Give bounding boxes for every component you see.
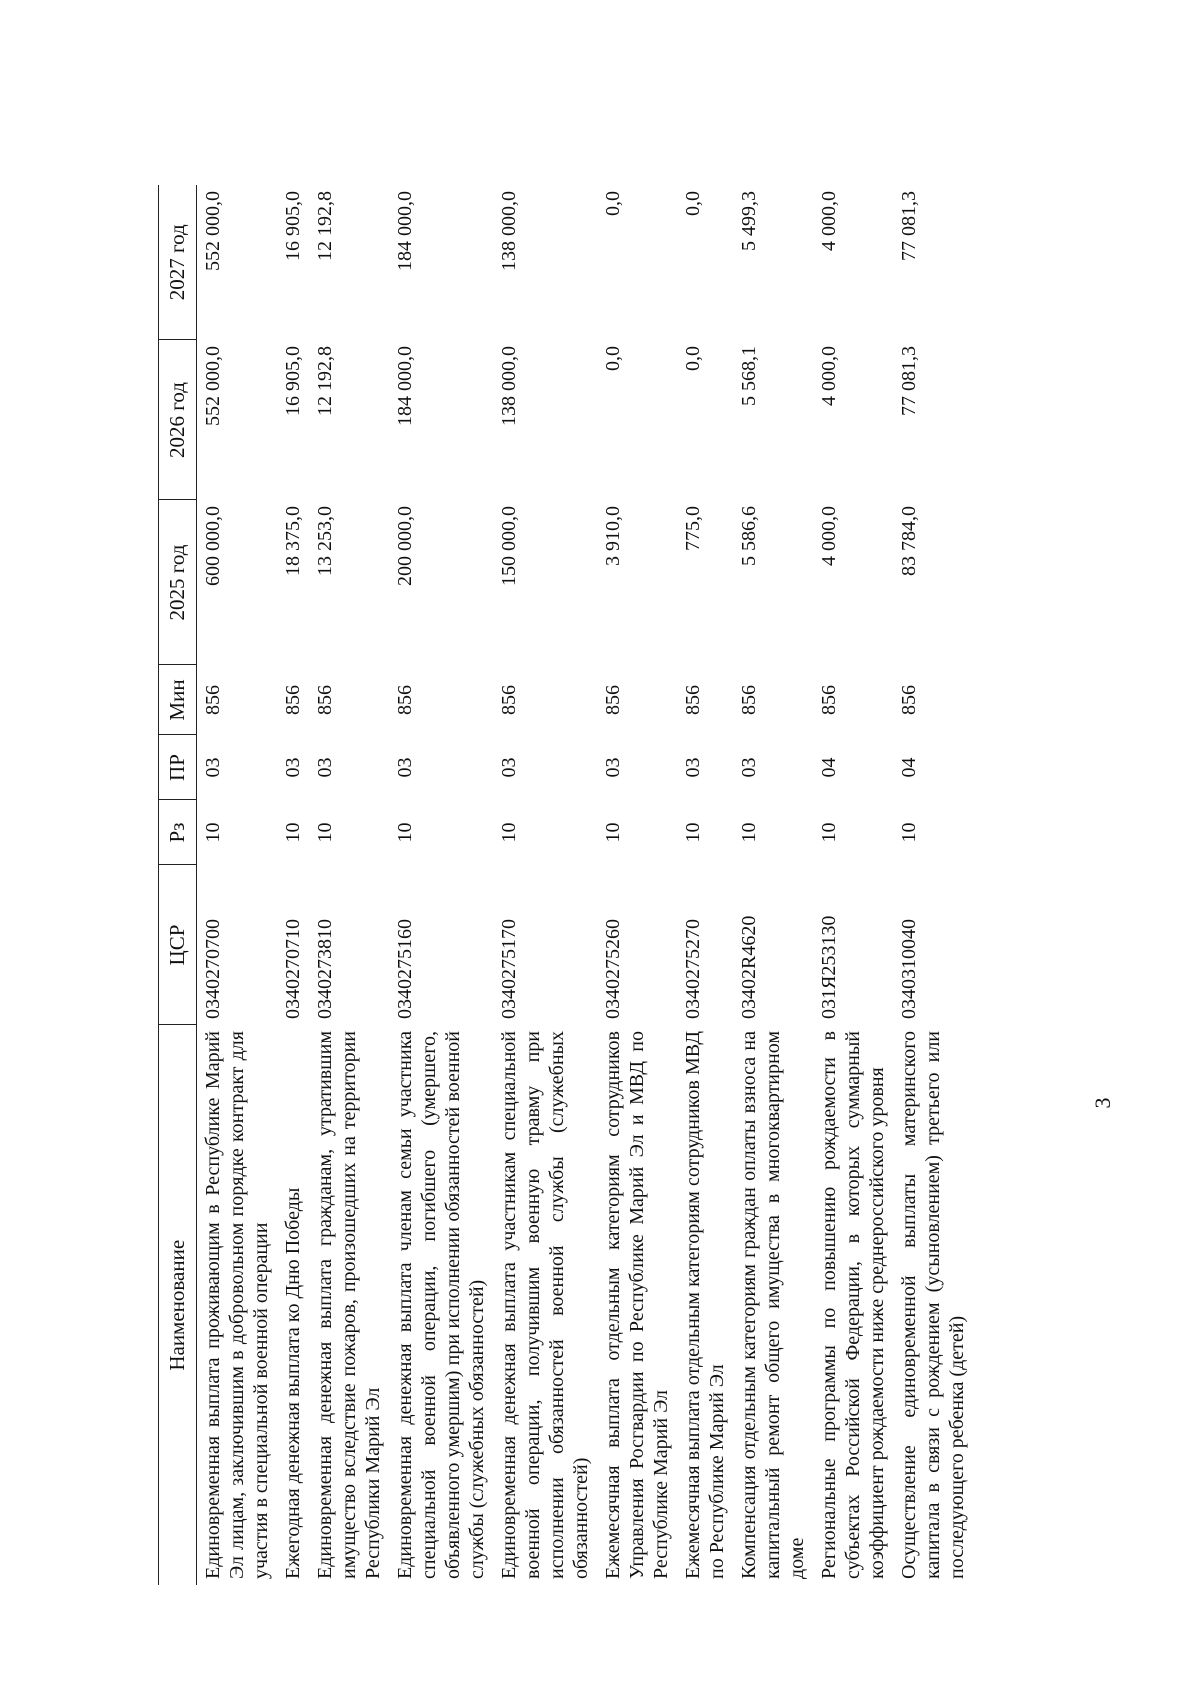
cell-pr-value: 03 <box>282 757 305 778</box>
cell-name: Осуществление единовременной выплаты материнского капитала в связи с рождением (усыновлением) третьего или последующего ребенка (детей) <box>898 1031 969 1579</box>
cell-2027-value: 77 081,3 <box>898 191 921 261</box>
cell-min-value: 856 <box>394 685 417 715</box>
cell-csr <box>197 865 278 1025</box>
cell-pr-value: 04 <box>818 757 841 778</box>
cell-pr-value: 03 <box>602 757 625 778</box>
cell-min <box>309 665 389 735</box>
cell-csr <box>389 865 493 1025</box>
cell-2026-value: 138 000,0 <box>498 346 521 426</box>
cell-min-value: 856 <box>282 685 305 715</box>
cell-min <box>597 665 677 735</box>
cell-rz <box>389 800 493 865</box>
cell-2025-value: 13 253,0 <box>314 506 337 576</box>
cell-pr <box>197 735 278 800</box>
header-2025: 2025 год <box>159 500 197 665</box>
cell-csr <box>493 865 597 1025</box>
cell-2025 <box>493 500 597 665</box>
cell-csr-value: 03402R4620 <box>738 915 761 1019</box>
cell-rz-value: 10 <box>682 822 705 843</box>
cell-pr <box>677 735 733 800</box>
cell-rz-value: 10 <box>898 822 921 843</box>
cell-2027-value: 4 000,0 <box>818 191 841 251</box>
cell-name: Ежемесячная выплата отдельным категориям сотрудников Управления Росгвардии по Республике Марий Эл и МВД по Республике Марий Эл <box>602 1031 673 1579</box>
header-min: Мин <box>159 665 197 735</box>
cell-2026 <box>813 340 893 500</box>
cell-rz-value: 10 <box>498 822 521 843</box>
cell-2026-value: 5 568,1 <box>738 346 761 406</box>
cell-2026-value: 16 905,0 <box>282 346 305 416</box>
cell-csr <box>277 865 309 1025</box>
cell-name: Ежемесячная выплата отдельным категориям сотрудников МВД по Республике Марий Эл <box>682 1031 729 1579</box>
table-row <box>493 185 597 1585</box>
cell-2027-value: 12 192,8 <box>314 191 337 261</box>
table-row <box>813 185 893 1585</box>
cell-rz <box>733 800 813 865</box>
cell-2025 <box>733 500 813 665</box>
cell-pr <box>893 735 987 800</box>
table-header-row <box>159 185 197 1585</box>
cell-name: Региональные программы по повышению рождаемости в субъектах Российской Федерации, в которых суммарный коэффициент рождаемости ниже среднероссийского уровня <box>818 1031 889 1579</box>
cell-min <box>677 665 733 735</box>
cell-2026-value: 77 081,3 <box>898 346 921 416</box>
cell-2025 <box>597 500 677 665</box>
cell-rz <box>309 800 389 865</box>
table-row <box>309 185 389 1585</box>
cell-csr <box>597 865 677 1025</box>
cell-name: Единовременная денежная выплата гражданам, утратившим имущество вследствие пожаров, произошедших на территории Республики Марий Эл <box>314 1031 385 1579</box>
cell-2025-value: 18 375,0 <box>282 506 305 576</box>
cell-2026 <box>309 340 389 500</box>
cell-rz-value: 10 <box>314 822 337 843</box>
cell-2027 <box>493 185 597 340</box>
cell-min <box>733 665 813 735</box>
cell-2027-value: 16 905,0 <box>282 191 305 261</box>
cell-2025-value: 4 000,0 <box>818 506 841 566</box>
cell-csr <box>813 865 893 1025</box>
cell-pr-value: 03 <box>498 757 521 778</box>
cell-rz <box>893 800 987 865</box>
cell-rz <box>277 800 309 865</box>
cell-2026 <box>197 340 278 500</box>
cell-2026 <box>893 340 987 500</box>
cell-min <box>389 665 493 735</box>
header-2026: 2026 год <box>159 340 197 500</box>
cell-2025-value: 200 000,0 <box>394 506 417 586</box>
cell-2025 <box>389 500 493 665</box>
page-number: 3 <box>1090 1097 1115 1109</box>
cell-2026 <box>733 340 813 500</box>
table-row <box>277 185 309 1585</box>
cell-2027 <box>733 185 813 340</box>
cell-csr <box>893 865 987 1025</box>
cell-rz-value: 10 <box>818 822 841 843</box>
header-2027: 2027 год <box>159 185 197 340</box>
cell-min-value: 856 <box>738 685 761 715</box>
cell-2026-value: 4 000,0 <box>818 346 841 406</box>
cell-2027 <box>197 185 278 340</box>
cell-2025 <box>309 500 389 665</box>
cell-2027 <box>389 185 493 340</box>
cell-2027-value: 0,0 <box>682 191 705 216</box>
cell-2025-value: 150 000,0 <box>498 506 521 586</box>
cell-2025 <box>277 500 309 665</box>
cell-csr-value: 0340310040 <box>898 919 921 1019</box>
cell-rz <box>493 800 597 865</box>
cell-2027 <box>893 185 987 340</box>
table-row <box>197 185 278 1585</box>
cell-rz <box>813 800 893 865</box>
cell-2026-value: 0,0 <box>682 346 705 371</box>
cell-pr-value: 03 <box>314 757 337 778</box>
cell-csr-value: 031Я253130 <box>818 915 841 1019</box>
cell-name: Единовременная денежная выплата членам семьи участника специальной военной операции, погибшего (умершего, объявленного умершим) при исполнении обязанностей военной службы (служебных обязанностей) <box>394 1031 489 1579</box>
cell-csr-value: 0340275260 <box>602 919 625 1019</box>
cell-name: Компенсация отдельным категориям граждан оплаты взноса на капитальный ремонт общего имущества в многоквартирном доме <box>738 1031 809 1579</box>
cell-pr <box>389 735 493 800</box>
cell-rz <box>197 800 278 865</box>
budget-table-sheet <box>158 185 1058 1585</box>
cell-min-value: 856 <box>202 685 225 715</box>
header-pr: ПР <box>159 735 197 800</box>
cell-2025 <box>197 500 278 665</box>
cell-csr-value: 0340275160 <box>394 919 417 1019</box>
cell-rz-value: 10 <box>602 822 625 843</box>
cell-2027-value: 138 000,0 <box>498 191 521 271</box>
cell-2027-value: 184 000,0 <box>394 191 417 271</box>
cell-2026 <box>277 340 309 500</box>
cell-name: Единовременная денежная выплата участникам специальной военной операции, получившим военную травму при исполнении обязанностей военной службы (служебных обязанностей) <box>498 1031 593 1579</box>
cell-2025-value: 83 784,0 <box>898 506 921 576</box>
cell-rz-value: 10 <box>282 822 305 843</box>
cell-2026-value: 12 192,8 <box>314 346 337 416</box>
cell-name: Ежегодная денежная выплата ко Дню Победы <box>282 1187 305 1579</box>
cell-name: Единовременная выплата проживающим в Республике Марий Эл лицам, заключившим в добровольном порядке контракт для участия в специальной военной операции <box>202 1031 273 1579</box>
cell-pr-value: 03 <box>202 757 225 778</box>
cell-min-value: 856 <box>898 685 921 715</box>
cell-2026 <box>677 340 733 500</box>
cell-rz-value: 10 <box>202 822 225 843</box>
cell-2025-value: 600 000,0 <box>202 506 225 586</box>
cell-pr <box>493 735 597 800</box>
cell-pr <box>277 735 309 800</box>
table-row <box>733 185 813 1585</box>
cell-rz-value: 10 <box>394 822 417 843</box>
header-rz: Рз <box>159 800 197 865</box>
cell-pr <box>813 735 893 800</box>
cell-2026 <box>493 340 597 500</box>
cell-csr-value: 0340275270 <box>682 919 705 1019</box>
cell-min-value: 856 <box>818 685 841 715</box>
budget-table <box>158 185 987 1585</box>
cell-min-value: 856 <box>602 685 625 715</box>
cell-csr <box>733 865 813 1025</box>
cell-pr <box>309 735 389 800</box>
cell-2025-value: 3 910,0 <box>602 506 625 566</box>
table-row <box>893 185 987 1585</box>
header-name: Наименование <box>159 1025 197 1585</box>
cell-pr-value: 03 <box>738 757 761 778</box>
cell-2025 <box>677 500 733 665</box>
table-row <box>597 185 677 1585</box>
cell-2027 <box>597 185 677 340</box>
cell-csr-value: 0340273810 <box>314 919 337 1019</box>
cell-min <box>893 665 987 735</box>
cell-2025-value: 5 586,6 <box>738 506 761 566</box>
cell-2027-value: 552 000,0 <box>202 191 225 271</box>
cell-min <box>493 665 597 735</box>
cell-2026-value: 552 000,0 <box>202 346 225 426</box>
cell-2026-value: 0,0 <box>602 346 625 371</box>
cell-2027 <box>677 185 733 340</box>
cell-pr-value: 04 <box>898 757 921 778</box>
cell-pr <box>733 735 813 800</box>
cell-2025 <box>813 500 893 665</box>
cell-pr-value: 03 <box>394 757 417 778</box>
table-row <box>389 185 493 1585</box>
cell-csr-value: 0340270700 <box>202 919 225 1019</box>
cell-rz <box>677 800 733 865</box>
cell-2027-value: 5 499,3 <box>738 191 761 251</box>
cell-rz <box>597 800 677 865</box>
table-row <box>677 185 733 1585</box>
cell-min <box>197 665 278 735</box>
cell-csr-value: 0340270710 <box>282 919 305 1019</box>
cell-pr-value: 03 <box>682 757 705 778</box>
cell-2025-value: 775,0 <box>682 506 705 551</box>
cell-2027 <box>813 185 893 340</box>
cell-2027 <box>309 185 389 340</box>
cell-2026-value: 184 000,0 <box>394 346 417 426</box>
cell-2026 <box>597 340 677 500</box>
cell-csr <box>309 865 389 1025</box>
cell-pr <box>597 735 677 800</box>
cell-2027-value: 0,0 <box>602 191 625 216</box>
header-csr: ЦСР <box>159 865 197 1025</box>
cell-min <box>813 665 893 735</box>
cell-2025 <box>893 500 987 665</box>
cell-2026 <box>389 340 493 500</box>
cell-csr-value: 0340275170 <box>498 919 521 1019</box>
cell-min <box>277 665 309 735</box>
cell-rz-value: 10 <box>738 822 761 843</box>
cell-min-value: 856 <box>314 685 337 715</box>
table-body <box>197 185 988 1585</box>
cell-min-value: 856 <box>498 685 521 715</box>
cell-min-value: 856 <box>682 685 705 715</box>
cell-csr <box>677 865 733 1025</box>
cell-2027 <box>277 185 309 340</box>
